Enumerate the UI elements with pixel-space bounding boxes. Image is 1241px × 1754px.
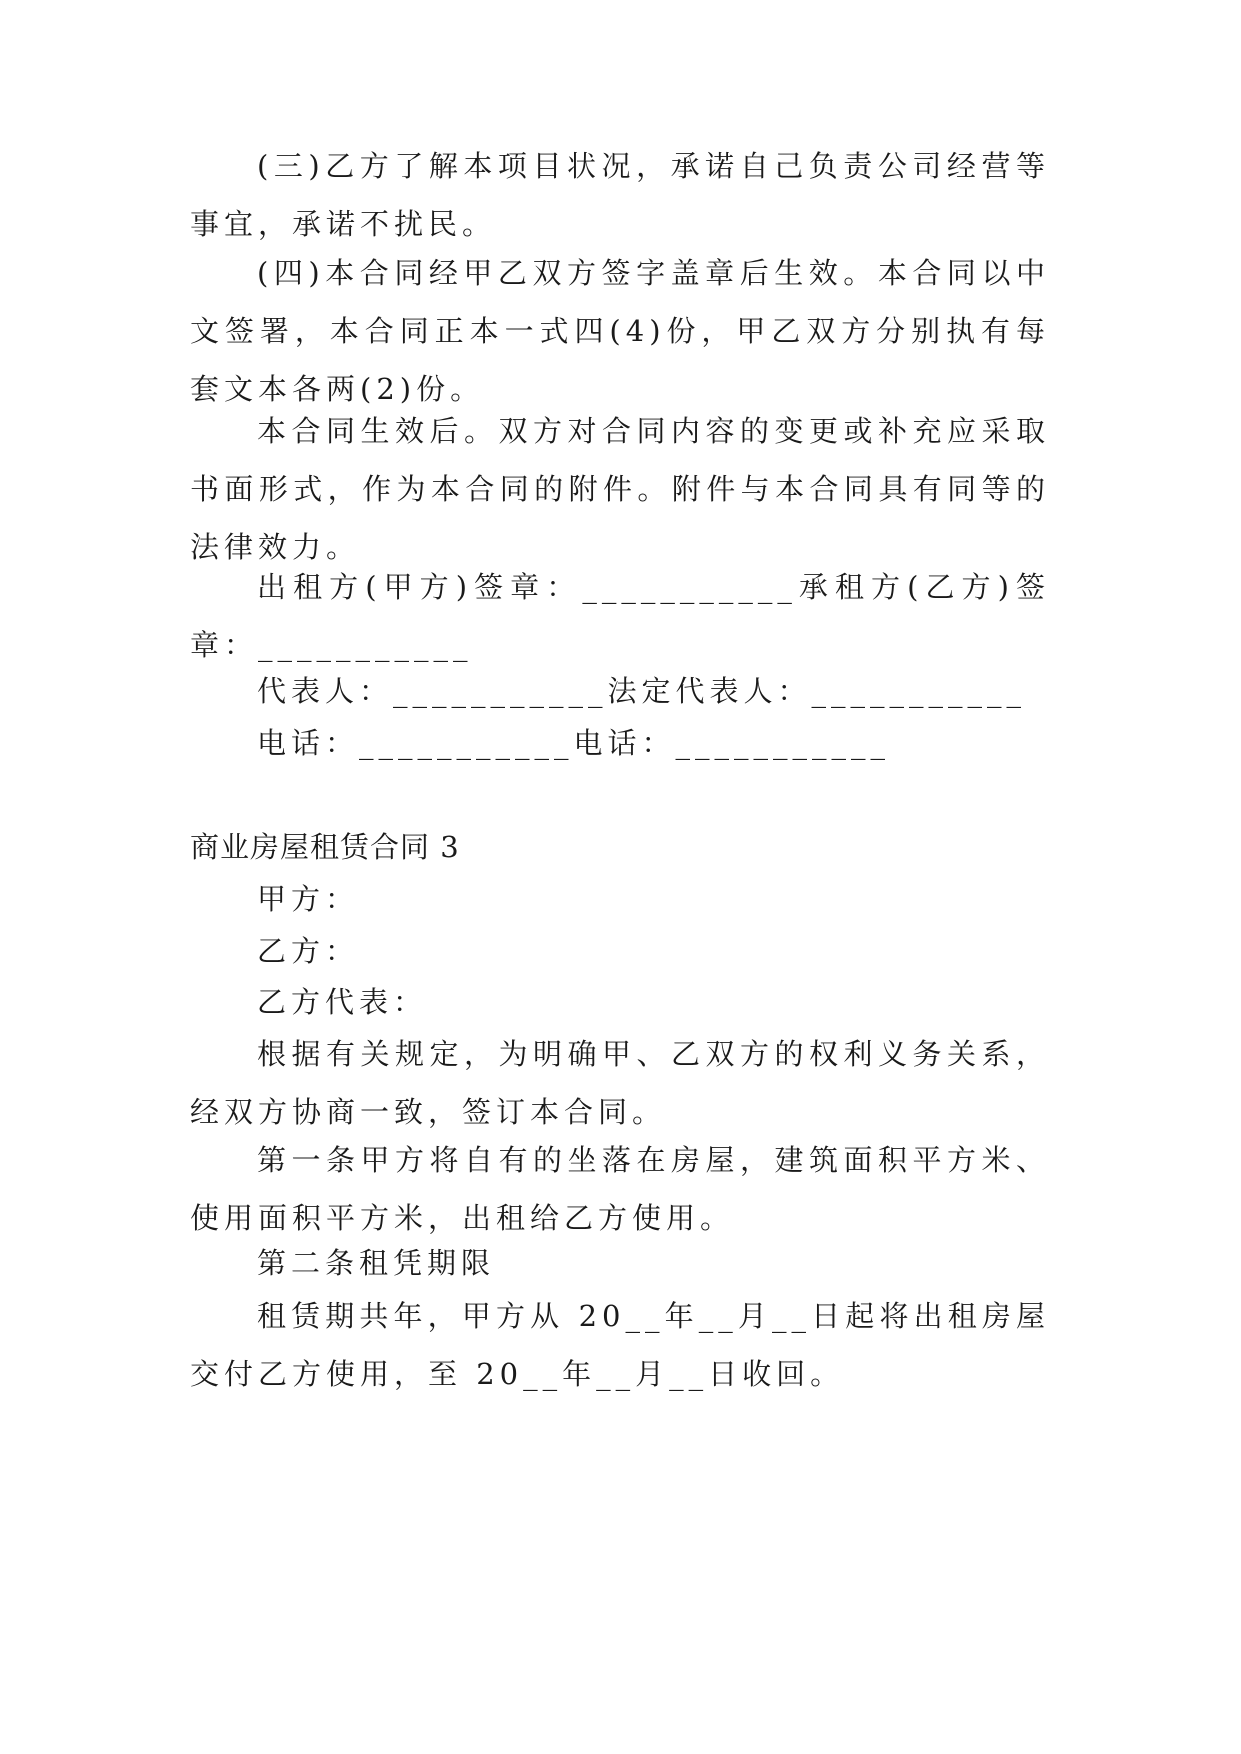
clause-4-paragraph: (四)本合同经甲乙双方签字盖章后生效。本合同以中文签署，本合同正本一式四(4)份，甲乙双方分别执有每套文本各两(2)份。 [190, 256, 1050, 406]
amendment-paragraph: 本合同生效后。双方对合同内容的变更或补充应采取书面形式，作为本合同的附件。附件与本合同具有同等的法律效力。 [190, 414, 1050, 564]
party-b-representative-line: 乙方代表： [257, 985, 428, 1019]
party-b-line: 乙方： [257, 934, 360, 968]
phone-line: 电话：___________电话：___________ [257, 726, 891, 760]
article-2-heading: 第二条租凭期限 [257, 1246, 496, 1280]
signature-line: 出租方(甲方)签章：___________承租方(乙方)签章：___________ [190, 570, 1050, 662]
clause-3-paragraph: (三)乙方了解本项目状况，承诺自己负责公司经营等事宜，承诺不扰民。 [190, 149, 1050, 241]
contract-3-title: 商业房屋租赁合同 3 [190, 830, 460, 864]
article-2-body: 租赁期共年，甲方从 20__年__月__日起将出租房屋交付乙方使用，至 20__年__月__日收回。 [190, 1299, 1050, 1391]
preamble-paragraph: 根据有关规定，为明确甲、乙双方的权利义务关系，经双方协商一致，签订本合同。 [190, 1037, 1050, 1129]
representative-line: 代表人：___________法定代表人：___________ [257, 674, 1027, 708]
article-1-paragraph: 第一条甲方将自有的坐落在房屋，建筑面积平方米、使用面积平方米，出租给乙方使用。 [190, 1143, 1050, 1235]
party-a-line: 甲方： [257, 882, 360, 916]
